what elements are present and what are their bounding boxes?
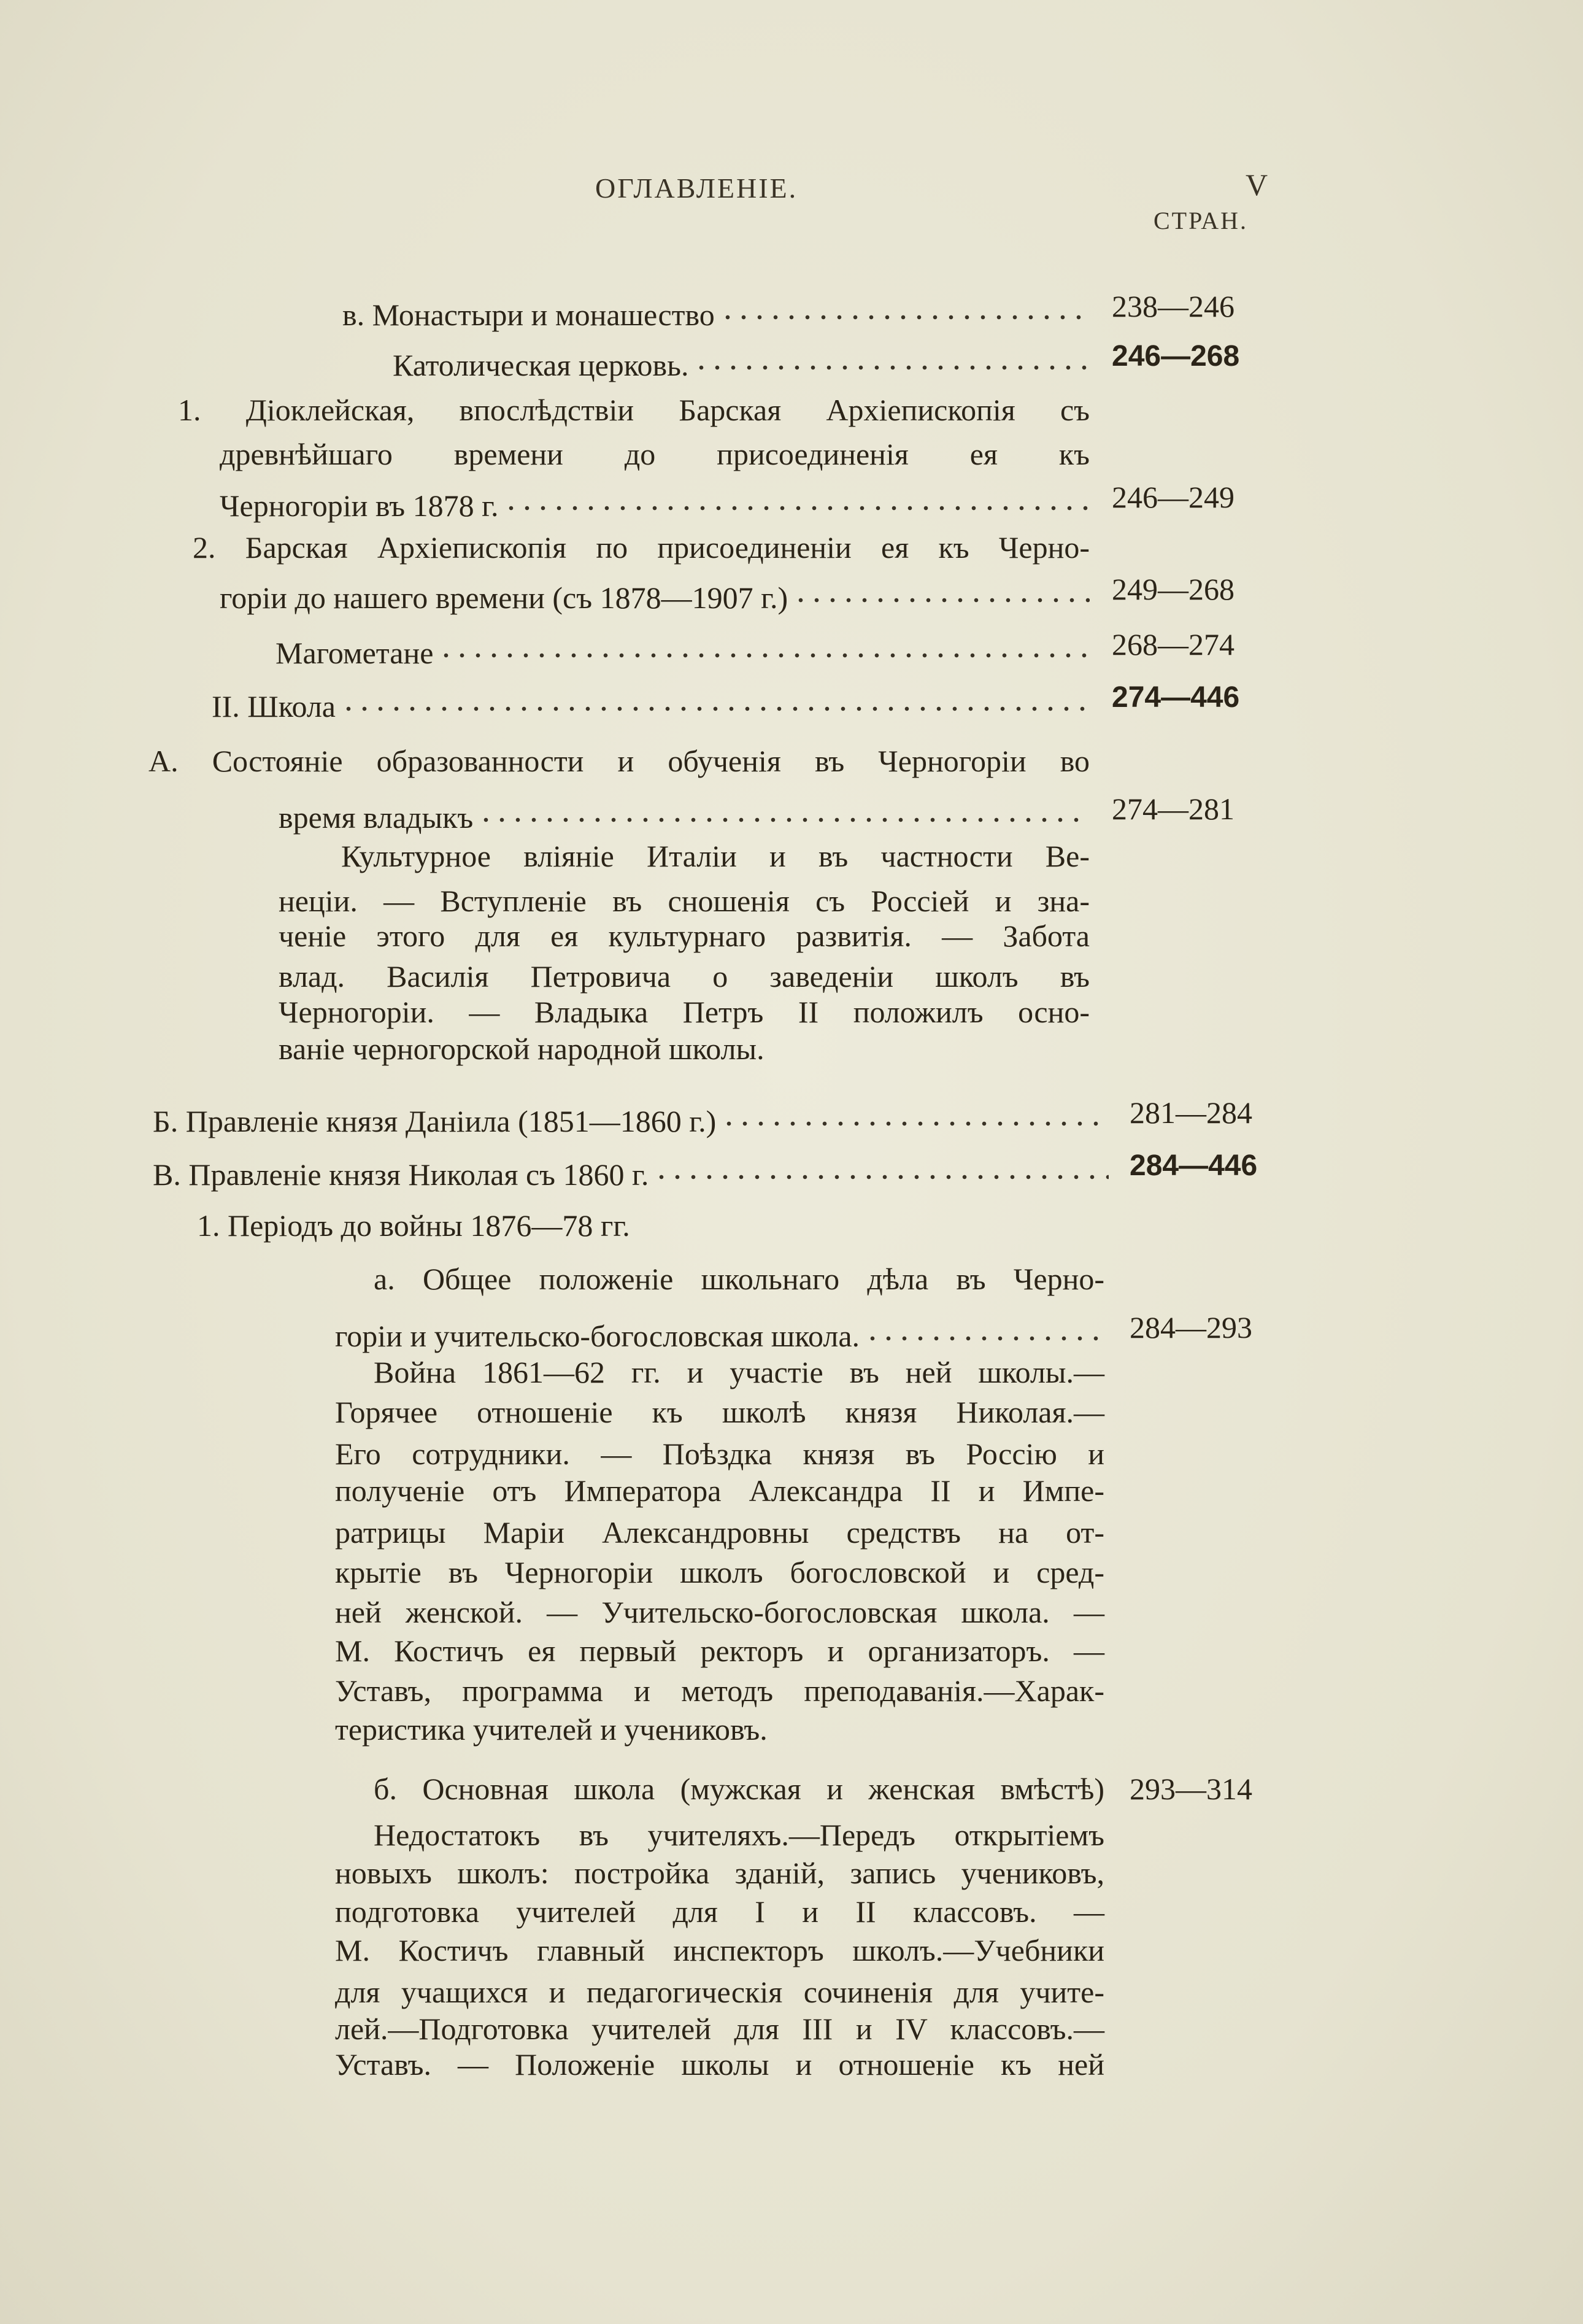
pages-column-label: СТРАН. <box>1154 207 1249 234</box>
summary-line: ваніе черногорской народной школы. <box>279 1032 765 1066</box>
toc-entry <box>153 1147 1109 1192</box>
leader-dots <box>653 1147 1109 1185</box>
toc-entry-cont <box>335 1308 1104 1353</box>
entry-pages: 293—314 <box>1130 1772 1252 1806</box>
summary-line: крытіе въ Черногоріи школъ богословской и сред- <box>335 1555 1104 1589</box>
leader-dots <box>721 1094 1109 1132</box>
toc-entry: А. Состояніе образованности и обученія въ Черногоріи во <box>148 744 1090 778</box>
toc-entry <box>153 1094 1109 1138</box>
entry-text: горіи до нашего времени (съ 1878—1907 г.) <box>220 581 788 615</box>
leader-dots <box>438 625 1090 663</box>
page-number: V <box>1246 168 1270 202</box>
toc-entry <box>342 287 1090 332</box>
leader-dots <box>478 790 1090 828</box>
toc-entry <box>393 338 1090 382</box>
summary-line: лей.—Подготовка учителей для III и IV классовъ.— <box>335 2012 1104 2046</box>
summary-line: Черногоріи. — Владыка Петръ II положилъ осно- <box>279 995 1090 1029</box>
summary-line: теристика учителей и учениковъ. <box>335 1712 768 1747</box>
leader-dots <box>793 570 1090 608</box>
summary-line: ней женской. — Учительско-богословская школа. — <box>335 1595 1104 1629</box>
entry-text: Черногоріи въ 1878 г. <box>220 488 499 523</box>
entry-pages: 274—281 <box>1112 792 1234 826</box>
entry-text: II. Школа <box>212 689 336 724</box>
toc-entry: б. Основная школа (мужская и женская вмѣстѣ) <box>374 1772 1104 1806</box>
summary-line: М. Костичъ главный инспекторъ школъ.—Учебники <box>335 1933 1104 1967</box>
toc-entry-cont <box>220 478 1090 523</box>
summary-line: Горячее отношеніе къ школѣ князя Николая.— <box>335 1395 1104 1429</box>
summary-line: ченіе этого для ея культурнаго развитія. — Забота <box>279 919 1090 953</box>
summary-line: новыхъ школъ: постройка зданій, запись учениковъ, <box>335 1856 1104 1890</box>
toc-entry: 1. Діоклейская, впослѣдствіи Барская Архіепископія съ <box>178 393 1090 427</box>
summary-line: для учащихся и педагогическія сочиненія для учите- <box>335 1975 1104 2009</box>
entry-text: В. Правленіе князя Николая съ 1860 г. <box>153 1157 649 1192</box>
entry-text: в. Монастыри и монашество <box>342 298 715 332</box>
entry-text: Магометане <box>275 636 434 670</box>
summary-line: влад. Василія Петровича о заведеніи школъ въ <box>279 959 1090 994</box>
toc-entry <box>212 679 1090 724</box>
summary-line: Недостатокъ въ учителяхъ.—Передъ открытіемъ <box>374 1818 1104 1852</box>
page-title: ОГЛАВЛЕНІЕ. <box>595 172 798 204</box>
leader-dots <box>865 1308 1104 1346</box>
toc-entry-cont <box>220 570 1090 615</box>
entry-pages: 284—446 <box>1130 1149 1258 1182</box>
entry-pages: 281—284 <box>1130 1095 1252 1130</box>
leader-dots <box>341 679 1090 717</box>
entry-pages: 249—268 <box>1112 572 1234 606</box>
entry-pages: 246—249 <box>1112 480 1234 514</box>
toc-entry: 1. Періодъ до войны 1876—78 гг. <box>197 1208 630 1243</box>
summary-line: ратрицы Маріи Александровны средствъ на от- <box>335 1515 1104 1550</box>
entry-pages: 268—274 <box>1112 627 1234 662</box>
entry-pages: 284—293 <box>1130 1310 1252 1345</box>
summary-line: неціи. — Вступленіе въ сношенія съ Россіей и зна- <box>279 884 1090 918</box>
summary-line: Уставъ. — Положеніе школы и отношеніе къ ней <box>335 2047 1104 2082</box>
entry-pages: 238—246 <box>1112 289 1234 323</box>
summary-line: Культурное вліяніе Италіи и въ частности Ве- <box>341 839 1090 873</box>
toc-entry: а. Общее положеніе школьнаго дѣла въ Черно- <box>374 1262 1104 1296</box>
summary-line: Война 1861—62 гг. и участіе въ ней школы.— <box>374 1355 1104 1389</box>
summary-line: подготовка учителей для I и II классовъ. — <box>335 1894 1104 1929</box>
summary-line: М. Костичъ ея первый ректоръ и организаторъ. — <box>335 1634 1104 1668</box>
summary-line: полученіе отъ Императора Александра II и Импе- <box>335 1473 1104 1508</box>
summary-line: Его сотрудники. — Поѣздка князя въ Россію и <box>335 1437 1104 1471</box>
toc-entry-cont: древнѣйшаго времени до присоединенія ея къ <box>220 437 1090 471</box>
summary-line: Уставъ, программа и методъ преподаванія.—Харак- <box>335 1674 1104 1708</box>
entry-text: Б. Правленіе князя Даніила (1851—1860 г.) <box>153 1104 717 1138</box>
entry-pages: 274—446 <box>1112 681 1240 714</box>
toc-entry: 2. Барская Архіепископія по присоединеніи ея къ Черно- <box>193 530 1090 565</box>
entry-text: горіи и учительско-богословская школа. <box>335 1319 860 1353</box>
leader-dots <box>693 338 1090 376</box>
entry-pages: 246—268 <box>1112 340 1240 373</box>
entry-text: Католическая церковь. <box>393 348 689 382</box>
leader-dots <box>503 478 1090 516</box>
toc-entry <box>275 625 1090 670</box>
entry-text: время владыкъ <box>279 800 474 835</box>
toc-entry-cont <box>279 790 1090 835</box>
leader-dots <box>720 287 1090 325</box>
